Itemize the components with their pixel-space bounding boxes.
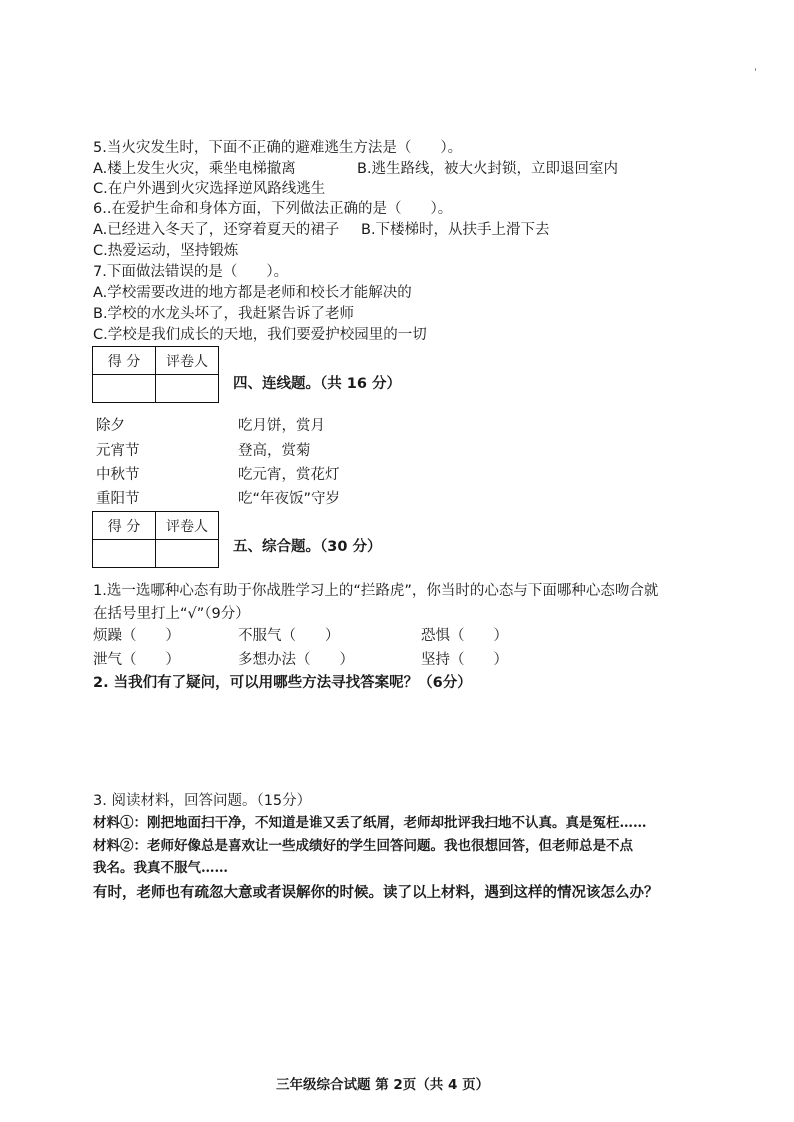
match-right-item[interactable]: 吃月饼，赏月 [238, 418, 325, 434]
match-right-item[interactable]: 吃元宵，赏花灯 [238, 467, 340, 483]
mood-option[interactable]: 不服气（ ） [238, 628, 340, 644]
q5-option-a: A.楼上发生火灾，乘坐电梯撤离 [93, 161, 296, 177]
q6-option-b: B.下楼梯时，从扶手上滑下去 [361, 222, 550, 238]
score-label: 得 分 [93, 347, 156, 375]
s5-q2: 2. 当我们有了疑问，可以用哪些方法寻找答案呢？（6分） [93, 675, 472, 691]
q5-option-b: B.逃生路线，被大火封锁，立即退回室内 [357, 161, 619, 177]
grader-cell[interactable] [156, 375, 219, 403]
q7-option-a: A.学校需要改进的地方都是老师和校长才能解决的 [93, 285, 412, 301]
grader-label: 评卷人 [156, 512, 219, 540]
q7-option-b: B.学校的水龙头坏了，我赶紧告诉了老师 [93, 306, 355, 322]
q6-option-c: C.热爱运动，坚持锻炼 [93, 243, 239, 259]
score-table-section5 [92, 511, 219, 568]
match-left-item[interactable]: 除夕 [96, 418, 125, 434]
q3-answer-area[interactable] [93, 910, 693, 1060]
material-2-line2: 我名。我真不服气…… [93, 860, 228, 876]
scan-mark: ˈ [754, 66, 758, 79]
q7-stem: 7.下面做法错误的是（ ）。 [93, 264, 289, 280]
grader-cell[interactable] [156, 540, 219, 568]
match-left-item[interactable]: 中秋节 [96, 467, 140, 483]
score-cell[interactable] [93, 375, 156, 403]
section4-title: 四、连线题。（共 16 分） [233, 376, 402, 392]
score-table-section4 [92, 346, 219, 403]
s5-q1-line2: 在括号里打上“√”（9分） [93, 606, 250, 622]
mood-option[interactable]: 泄气（ ） [93, 652, 180, 668]
mood-option[interactable]: 多想办法（ ） [238, 652, 354, 668]
material-1: 材料①：刚把地面扫干净，不知道是谁又丢了纸屑，老师却批评我扫地不认真。真是冤枉…… [93, 815, 647, 831]
q6-option-a: A.已经进入冬天了，还穿着夏天的裙子 [93, 222, 340, 238]
match-left-item[interactable]: 元宵节 [96, 443, 140, 459]
s5-q3-prompt: 有时，老师也有疏忽大意或者误解你的时候。读了以上材料，遇到这样的情况该怎么办？ [93, 885, 659, 901]
section5-title: 五、综合题。（30 分） [233, 539, 382, 555]
mood-option[interactable]: 坚持（ ） [421, 652, 508, 668]
material-2-line1: 材料②：老师好像总是喜欢让一些成绩好的学生回答问题。我也很想回答，但老师总是不点 [93, 838, 633, 854]
page-footer: 三年级综合试题 第 2页（共 4 页） [276, 1077, 490, 1093]
score-cell[interactable] [93, 540, 156, 568]
q6-stem: 6..在爱护生命和身体方面，下列做法正确的是（ ）。 [93, 201, 453, 217]
mood-option[interactable]: 恐惧（ ） [421, 628, 508, 644]
score-label: 得 分 [93, 512, 156, 540]
q5-option-c: C.在户外遇到火灾选择逆风路线逃生 [93, 181, 326, 197]
grader-label: 评卷人 [156, 347, 219, 375]
q5-stem: 5.当火灾发生时，下面不正确的避难逃生方法是（ ）。 [93, 140, 463, 156]
s5-q3: 3. 阅读材料，回答问题。（15分） [93, 793, 312, 809]
q2-answer-area[interactable] [93, 700, 693, 780]
q7-option-c: C.学校是我们成长的天地，我们要爱护校园里的一切 [93, 327, 427, 343]
match-right-item[interactable]: 登高，赏菊 [238, 443, 311, 459]
match-left-item[interactable]: 重阳节 [96, 491, 140, 507]
match-right-item[interactable]: 吃“年夜饭”守岁 [238, 491, 341, 507]
mood-option[interactable]: 烦躁（ ） [93, 628, 180, 644]
s5-q1-line1: 1.选一选哪种心态有助于你战胜学习上的“拦路虎”，你当时的心态与下面哪种心态吻合就 [93, 583, 659, 599]
